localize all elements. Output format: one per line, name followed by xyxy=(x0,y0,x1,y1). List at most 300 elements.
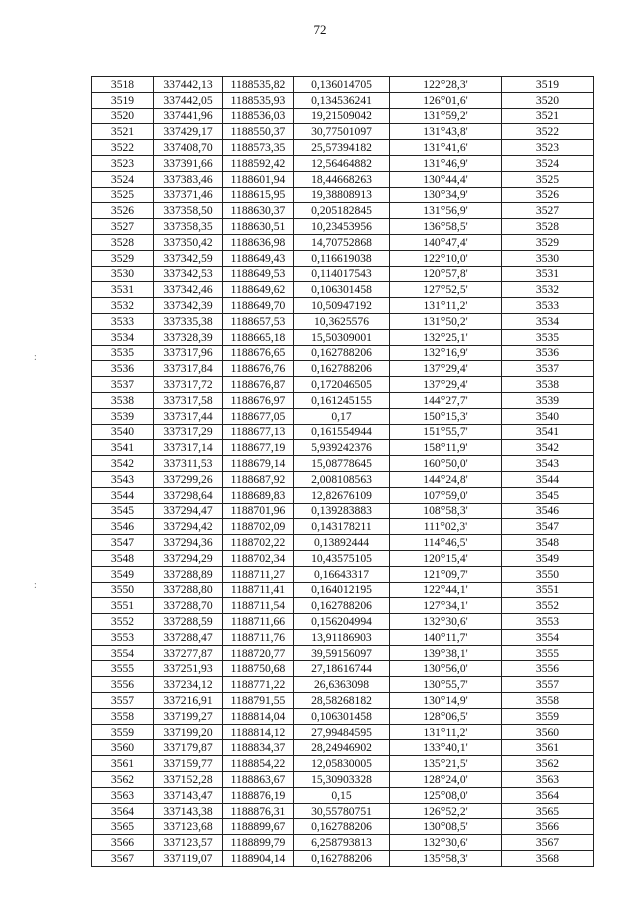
next-point-number-cell: 3556 xyxy=(502,661,594,677)
y-coordinate-cell: 1188649,62 xyxy=(223,282,294,298)
table-row xyxy=(92,408,594,424)
table-row xyxy=(92,487,594,503)
table-row xyxy=(92,503,594,519)
y-coordinate-cell: 1188687,92 xyxy=(223,471,294,487)
x-coordinate-cell: 337317,84 xyxy=(154,361,223,377)
direction-angle-cell: 158°11,9' xyxy=(390,440,502,456)
x-coordinate-cell: 337152,28 xyxy=(154,772,223,788)
table-row xyxy=(92,345,594,361)
x-coordinate-cell: 337311,53 xyxy=(154,456,223,472)
table-row xyxy=(92,140,594,156)
x-coordinate-cell: 337288,47 xyxy=(154,629,223,645)
point-number-cell: 3535 xyxy=(92,345,154,361)
point-number-cell: 3558 xyxy=(92,708,154,724)
x-coordinate-cell: 337350,42 xyxy=(154,234,223,250)
direction-angle-cell: 130°55,7' xyxy=(390,677,502,693)
point-number-cell: 3562 xyxy=(92,772,154,788)
distance-cell: 15,08778645 xyxy=(294,456,390,472)
point-number-cell: 3521 xyxy=(92,124,154,140)
x-coordinate-cell: 337328,39 xyxy=(154,329,223,345)
distance-cell: 2,008108563 xyxy=(294,471,390,487)
x-coordinate-cell: 337342,46 xyxy=(154,282,223,298)
x-coordinate-cell: 337143,47 xyxy=(154,787,223,803)
x-coordinate-cell: 337342,39 xyxy=(154,298,223,314)
x-coordinate-cell: 337294,36 xyxy=(154,535,223,551)
point-number-cell: 3544 xyxy=(92,487,154,503)
next-point-number-cell: 3553 xyxy=(502,614,594,630)
next-point-number-cell: 3519 xyxy=(502,77,594,93)
y-coordinate-cell: 1188863,67 xyxy=(223,772,294,788)
direction-angle-cell: 144°27,7' xyxy=(390,392,502,408)
table-row xyxy=(92,787,594,803)
y-coordinate-cell: 1188834,37 xyxy=(223,740,294,756)
table-row xyxy=(92,171,594,187)
point-number-cell: 3538 xyxy=(92,392,154,408)
direction-angle-cell: 127°52,5' xyxy=(390,282,502,298)
x-coordinate-cell: 337383,46 xyxy=(154,171,223,187)
table-row xyxy=(92,234,594,250)
x-coordinate-cell: 337358,35 xyxy=(154,219,223,235)
y-coordinate-cell: 1188649,43 xyxy=(223,250,294,266)
next-point-number-cell: 3521 xyxy=(502,108,594,124)
next-point-number-cell: 3522 xyxy=(502,124,594,140)
table-row xyxy=(92,392,594,408)
next-point-number-cell: 3554 xyxy=(502,629,594,645)
next-point-number-cell: 3558 xyxy=(502,693,594,709)
distance-cell: 0,17 xyxy=(294,408,390,424)
distance-cell: 0,162788206 xyxy=(294,819,390,835)
y-coordinate-cell: 1188814,04 xyxy=(223,708,294,724)
direction-angle-cell: 121°09,7' xyxy=(390,566,502,582)
next-point-number-cell: 3539 xyxy=(502,392,594,408)
table-row xyxy=(92,582,594,598)
direction-angle-cell: 130°08,5' xyxy=(390,819,502,835)
x-coordinate-cell: 337299,26 xyxy=(154,471,223,487)
next-point-number-cell: 3555 xyxy=(502,645,594,661)
x-coordinate-cell: 337298,64 xyxy=(154,487,223,503)
point-number-cell: 3519 xyxy=(92,92,154,108)
x-coordinate-cell: 337317,72 xyxy=(154,377,223,393)
y-coordinate-cell: 1188899,67 xyxy=(223,819,294,835)
point-number-cell: 3548 xyxy=(92,550,154,566)
y-coordinate-cell: 1188689,83 xyxy=(223,487,294,503)
direction-angle-cell: 140°47,4' xyxy=(390,234,502,250)
next-point-number-cell: 3525 xyxy=(502,171,594,187)
y-coordinate-cell: 1188677,05 xyxy=(223,408,294,424)
point-number-cell: 3554 xyxy=(92,645,154,661)
next-point-number-cell: 3546 xyxy=(502,503,594,519)
distance-cell: 0,13892444 xyxy=(294,535,390,551)
x-coordinate-cell: 337358,50 xyxy=(154,203,223,219)
y-coordinate-cell: 1188649,70 xyxy=(223,298,294,314)
point-number-cell: 3546 xyxy=(92,519,154,535)
direction-angle-cell: 107°59,0' xyxy=(390,487,502,503)
distance-cell: 10,50947192 xyxy=(294,298,390,314)
distance-cell: 12,56464882 xyxy=(294,155,390,171)
next-point-number-cell: 3520 xyxy=(502,92,594,108)
y-coordinate-cell: 1188750,68 xyxy=(223,661,294,677)
direction-angle-cell: 122°44,1' xyxy=(390,582,502,598)
x-coordinate-cell: 337179,87 xyxy=(154,740,223,756)
distance-cell: 15,30903328 xyxy=(294,772,390,788)
y-coordinate-cell: 1188701,96 xyxy=(223,503,294,519)
table-row xyxy=(92,219,594,235)
table-row xyxy=(92,629,594,645)
table-row xyxy=(92,250,594,266)
direction-angle-cell: 130°34,9' xyxy=(390,187,502,203)
direction-angle-cell: 131°41,6' xyxy=(390,140,502,156)
table-row xyxy=(92,266,594,282)
next-point-number-cell: 3561 xyxy=(502,740,594,756)
y-coordinate-cell: 1188592,42 xyxy=(223,155,294,171)
point-number-cell: 3559 xyxy=(92,724,154,740)
direction-angle-cell: 130°44,4' xyxy=(390,171,502,187)
next-point-number-cell: 3562 xyxy=(502,756,594,772)
point-number-cell: 3552 xyxy=(92,614,154,630)
table-row xyxy=(92,456,594,472)
next-point-number-cell: 3541 xyxy=(502,424,594,440)
point-number-cell: 3537 xyxy=(92,377,154,393)
next-point-number-cell: 3537 xyxy=(502,361,594,377)
direction-angle-cell: 132°16,9' xyxy=(390,345,502,361)
direction-angle-cell: 135°21,5' xyxy=(390,756,502,772)
table-row xyxy=(92,329,594,345)
x-coordinate-cell: 337199,20 xyxy=(154,724,223,740)
point-number-cell: 3566 xyxy=(92,835,154,851)
y-coordinate-cell: 1188676,65 xyxy=(223,345,294,361)
point-number-cell: 3556 xyxy=(92,677,154,693)
y-coordinate-cell: 1188899,79 xyxy=(223,835,294,851)
x-coordinate-cell: 337317,14 xyxy=(154,440,223,456)
table-row xyxy=(92,708,594,724)
point-number-cell: 3540 xyxy=(92,424,154,440)
distance-cell: 0,164012195 xyxy=(294,582,390,598)
next-point-number-cell: 3551 xyxy=(502,582,594,598)
direction-angle-cell: 133°40,1' xyxy=(390,740,502,756)
next-point-number-cell: 3557 xyxy=(502,677,594,693)
direction-angle-cell: 108°58,3' xyxy=(390,503,502,519)
distance-cell: 0,106301458 xyxy=(294,282,390,298)
next-point-number-cell: 3568 xyxy=(502,851,594,867)
direction-angle-cell: 120°57,8' xyxy=(390,266,502,282)
next-point-number-cell: 3536 xyxy=(502,345,594,361)
table-row xyxy=(92,598,594,614)
distance-cell: 0,162788206 xyxy=(294,361,390,377)
next-point-number-cell: 3532 xyxy=(502,282,594,298)
table-row xyxy=(92,92,594,108)
y-coordinate-cell: 1188665,18 xyxy=(223,329,294,345)
distance-cell: 5,939242376 xyxy=(294,440,390,456)
x-coordinate-cell: 337317,44 xyxy=(154,408,223,424)
next-point-number-cell: 3530 xyxy=(502,250,594,266)
table-row xyxy=(92,614,594,630)
direction-angle-cell: 126°52,2' xyxy=(390,803,502,819)
table-row xyxy=(92,645,594,661)
point-number-cell: 3520 xyxy=(92,108,154,124)
distance-cell: 39,59156097 xyxy=(294,645,390,661)
table-row xyxy=(92,550,594,566)
next-point-number-cell: 3549 xyxy=(502,550,594,566)
x-coordinate-cell: 337288,80 xyxy=(154,582,223,598)
point-number-cell: 3533 xyxy=(92,313,154,329)
point-number-cell: 3536 xyxy=(92,361,154,377)
y-coordinate-cell: 1188630,37 xyxy=(223,203,294,219)
next-point-number-cell: 3552 xyxy=(502,598,594,614)
next-point-number-cell: 3567 xyxy=(502,835,594,851)
distance-cell: 0,162788206 xyxy=(294,851,390,867)
y-coordinate-cell: 1188711,41 xyxy=(223,582,294,598)
distance-cell: 27,18616744 xyxy=(294,661,390,677)
next-point-number-cell: 3550 xyxy=(502,566,594,582)
table-row xyxy=(92,772,594,788)
distance-cell: 0,139283883 xyxy=(294,503,390,519)
point-number-cell: 3525 xyxy=(92,187,154,203)
table-row xyxy=(92,187,594,203)
next-point-number-cell: 3535 xyxy=(502,329,594,345)
page-number: 72 xyxy=(313,22,327,37)
direction-angle-cell: 114°46,5' xyxy=(390,535,502,551)
y-coordinate-cell: 1188615,95 xyxy=(223,187,294,203)
next-point-number-cell: 3547 xyxy=(502,519,594,535)
direction-angle-cell: 132°30,6' xyxy=(390,614,502,630)
direction-angle-cell: 130°14,9' xyxy=(390,693,502,709)
distance-cell: 6,258793813 xyxy=(294,835,390,851)
point-number-cell: 3549 xyxy=(92,566,154,582)
direction-angle-cell: 132°30,6' xyxy=(390,835,502,851)
next-point-number-cell: 3528 xyxy=(502,219,594,235)
direction-angle-cell: 151°55,7' xyxy=(390,424,502,440)
y-coordinate-cell: 1188550,37 xyxy=(223,124,294,140)
table-row xyxy=(92,313,594,329)
x-coordinate-cell: 337294,47 xyxy=(154,503,223,519)
x-coordinate-cell: 337294,42 xyxy=(154,519,223,535)
distance-cell: 30,77501097 xyxy=(294,124,390,140)
point-number-cell: 3567 xyxy=(92,851,154,867)
distance-cell: 0,172046505 xyxy=(294,377,390,393)
x-coordinate-cell: 337391,66 xyxy=(154,155,223,171)
table-row xyxy=(92,424,594,440)
distance-cell: 0,205182845 xyxy=(294,203,390,219)
x-coordinate-cell: 337143,38 xyxy=(154,803,223,819)
table-row xyxy=(92,693,594,709)
distance-cell: 28,58268182 xyxy=(294,693,390,709)
table-row xyxy=(92,819,594,835)
point-number-cell: 3561 xyxy=(92,756,154,772)
direction-angle-cell: 135°58,3' xyxy=(390,851,502,867)
table-row xyxy=(92,471,594,487)
y-coordinate-cell: 1188791,55 xyxy=(223,693,294,709)
distance-cell: 10,23453956 xyxy=(294,219,390,235)
y-coordinate-cell: 1188876,19 xyxy=(223,787,294,803)
table-row xyxy=(92,77,594,93)
distance-cell: 0,162788206 xyxy=(294,598,390,614)
x-coordinate-cell: 337216,91 xyxy=(154,693,223,709)
point-number-cell: 3530 xyxy=(92,266,154,282)
direction-angle-cell: 137°29,4' xyxy=(390,377,502,393)
y-coordinate-cell: 1188636,98 xyxy=(223,234,294,250)
distance-cell: 25,57394182 xyxy=(294,140,390,156)
x-coordinate-cell: 337288,70 xyxy=(154,598,223,614)
direction-angle-cell: 126°01,6' xyxy=(390,92,502,108)
next-point-number-cell: 3560 xyxy=(502,724,594,740)
table-row xyxy=(92,661,594,677)
distance-cell: 12,82676109 xyxy=(294,487,390,503)
next-point-number-cell: 3538 xyxy=(502,377,594,393)
direction-angle-cell: 150°15,3' xyxy=(390,408,502,424)
direction-angle-cell: 111°02,3' xyxy=(390,519,502,535)
next-point-number-cell: 3564 xyxy=(502,787,594,803)
margin-mark: : xyxy=(34,352,37,363)
distance-cell: 0,143178211 xyxy=(294,519,390,535)
point-number-cell: 3524 xyxy=(92,171,154,187)
next-point-number-cell: 3523 xyxy=(502,140,594,156)
direction-angle-cell: 131°43,8' xyxy=(390,124,502,140)
point-number-cell: 3543 xyxy=(92,471,154,487)
distance-cell: 0,114017543 xyxy=(294,266,390,282)
table-row xyxy=(92,298,594,314)
direction-angle-cell: 122°28,3' xyxy=(390,77,502,93)
point-number-cell: 3557 xyxy=(92,693,154,709)
x-coordinate-cell: 337342,53 xyxy=(154,266,223,282)
y-coordinate-cell: 1188657,53 xyxy=(223,313,294,329)
distance-cell: 0,136014705 xyxy=(294,77,390,93)
y-coordinate-cell: 1188601,94 xyxy=(223,171,294,187)
y-coordinate-cell: 1188677,13 xyxy=(223,424,294,440)
y-coordinate-cell: 1188720,77 xyxy=(223,645,294,661)
point-number-cell: 3539 xyxy=(92,408,154,424)
distance-cell: 28,24946902 xyxy=(294,740,390,756)
next-point-number-cell: 3531 xyxy=(502,266,594,282)
point-number-cell: 3555 xyxy=(92,661,154,677)
distance-cell: 0,161554944 xyxy=(294,424,390,440)
next-point-number-cell: 3565 xyxy=(502,803,594,819)
distance-cell: 18,44668263 xyxy=(294,171,390,187)
y-coordinate-cell: 1188814,12 xyxy=(223,724,294,740)
y-coordinate-cell: 1188535,82 xyxy=(223,77,294,93)
coordinates-table xyxy=(91,76,594,867)
next-point-number-cell: 3563 xyxy=(502,772,594,788)
point-number-cell: 3523 xyxy=(92,155,154,171)
next-point-number-cell: 3526 xyxy=(502,187,594,203)
y-coordinate-cell: 1188702,22 xyxy=(223,535,294,551)
x-coordinate-cell: 337317,96 xyxy=(154,345,223,361)
y-coordinate-cell: 1188711,27 xyxy=(223,566,294,582)
point-number-cell: 3518 xyxy=(92,77,154,93)
x-coordinate-cell: 337251,93 xyxy=(154,661,223,677)
distance-cell: 10,3625576 xyxy=(294,313,390,329)
table-row xyxy=(92,677,594,693)
table-row xyxy=(92,519,594,535)
point-number-cell: 3550 xyxy=(92,582,154,598)
direction-angle-cell: 132°25,1' xyxy=(390,329,502,345)
direction-angle-cell: 130°56,0' xyxy=(390,661,502,677)
table-row xyxy=(92,566,594,582)
x-coordinate-cell: 337199,27 xyxy=(154,708,223,724)
point-number-cell: 3547 xyxy=(92,535,154,551)
table-row xyxy=(92,535,594,551)
y-coordinate-cell: 1188536,03 xyxy=(223,108,294,124)
distance-cell: 26,6363098 xyxy=(294,677,390,693)
x-coordinate-cell: 337317,29 xyxy=(154,424,223,440)
next-point-number-cell: 3533 xyxy=(502,298,594,314)
margin-mark: : xyxy=(34,580,37,591)
x-coordinate-cell: 337288,89 xyxy=(154,566,223,582)
x-coordinate-cell: 337317,58 xyxy=(154,392,223,408)
y-coordinate-cell: 1188677,19 xyxy=(223,440,294,456)
point-number-cell: 3528 xyxy=(92,234,154,250)
y-coordinate-cell: 1188679,14 xyxy=(223,456,294,472)
x-coordinate-cell: 337119,07 xyxy=(154,851,223,867)
y-coordinate-cell: 1188676,87 xyxy=(223,377,294,393)
direction-angle-cell: 120°15,4' xyxy=(390,550,502,566)
next-point-number-cell: 3545 xyxy=(502,487,594,503)
x-coordinate-cell: 337442,13 xyxy=(154,77,223,93)
table-row xyxy=(92,851,594,867)
distance-cell: 12,05830005 xyxy=(294,756,390,772)
point-number-cell: 3551 xyxy=(92,598,154,614)
point-number-cell: 3563 xyxy=(92,787,154,803)
next-point-number-cell: 3542 xyxy=(502,440,594,456)
point-number-cell: 3560 xyxy=(92,740,154,756)
y-coordinate-cell: 1188630,51 xyxy=(223,219,294,235)
x-coordinate-cell: 337371,46 xyxy=(154,187,223,203)
direction-angle-cell: 136°58,5' xyxy=(390,219,502,235)
distance-cell: 0,156204994 xyxy=(294,614,390,630)
direction-angle-cell: 131°46,9' xyxy=(390,155,502,171)
next-point-number-cell: 3534 xyxy=(502,313,594,329)
table-row xyxy=(92,740,594,756)
direction-angle-cell: 144°24,8' xyxy=(390,471,502,487)
direction-angle-cell: 127°34,1' xyxy=(390,598,502,614)
direction-angle-cell: 131°59,2' xyxy=(390,108,502,124)
y-coordinate-cell: 1188711,76 xyxy=(223,629,294,645)
x-coordinate-cell: 337277,87 xyxy=(154,645,223,661)
y-coordinate-cell: 1188535,93 xyxy=(223,92,294,108)
direction-angle-cell: 128°06,5' xyxy=(390,708,502,724)
table-row xyxy=(92,440,594,456)
direction-angle-cell: 131°11,2' xyxy=(390,724,502,740)
next-point-number-cell: 3566 xyxy=(502,819,594,835)
distance-cell: 14,70752868 xyxy=(294,234,390,250)
x-coordinate-cell: 337408,70 xyxy=(154,140,223,156)
table-row xyxy=(92,108,594,124)
y-coordinate-cell: 1188904,14 xyxy=(223,851,294,867)
distance-cell: 0,162788206 xyxy=(294,345,390,361)
point-number-cell: 3534 xyxy=(92,329,154,345)
point-number-cell: 3526 xyxy=(92,203,154,219)
point-number-cell: 3522 xyxy=(92,140,154,156)
next-point-number-cell: 3529 xyxy=(502,234,594,250)
y-coordinate-cell: 1188711,54 xyxy=(223,598,294,614)
y-coordinate-cell: 1188702,09 xyxy=(223,519,294,535)
direction-angle-cell: 128°24,0' xyxy=(390,772,502,788)
direction-angle-cell: 125°08,0' xyxy=(390,787,502,803)
point-number-cell: 3553 xyxy=(92,629,154,645)
x-coordinate-cell: 337234,12 xyxy=(154,677,223,693)
y-coordinate-cell: 1188854,22 xyxy=(223,756,294,772)
y-coordinate-cell: 1188771,22 xyxy=(223,677,294,693)
point-number-cell: 3542 xyxy=(92,456,154,472)
distance-cell: 0,161245155 xyxy=(294,392,390,408)
point-number-cell: 3529 xyxy=(92,250,154,266)
x-coordinate-cell: 337288,59 xyxy=(154,614,223,630)
y-coordinate-cell: 1188711,66 xyxy=(223,614,294,630)
table-row xyxy=(92,203,594,219)
x-coordinate-cell: 337442,05 xyxy=(154,92,223,108)
next-point-number-cell: 3524 xyxy=(502,155,594,171)
next-point-number-cell: 3543 xyxy=(502,456,594,472)
next-point-number-cell: 3527 xyxy=(502,203,594,219)
